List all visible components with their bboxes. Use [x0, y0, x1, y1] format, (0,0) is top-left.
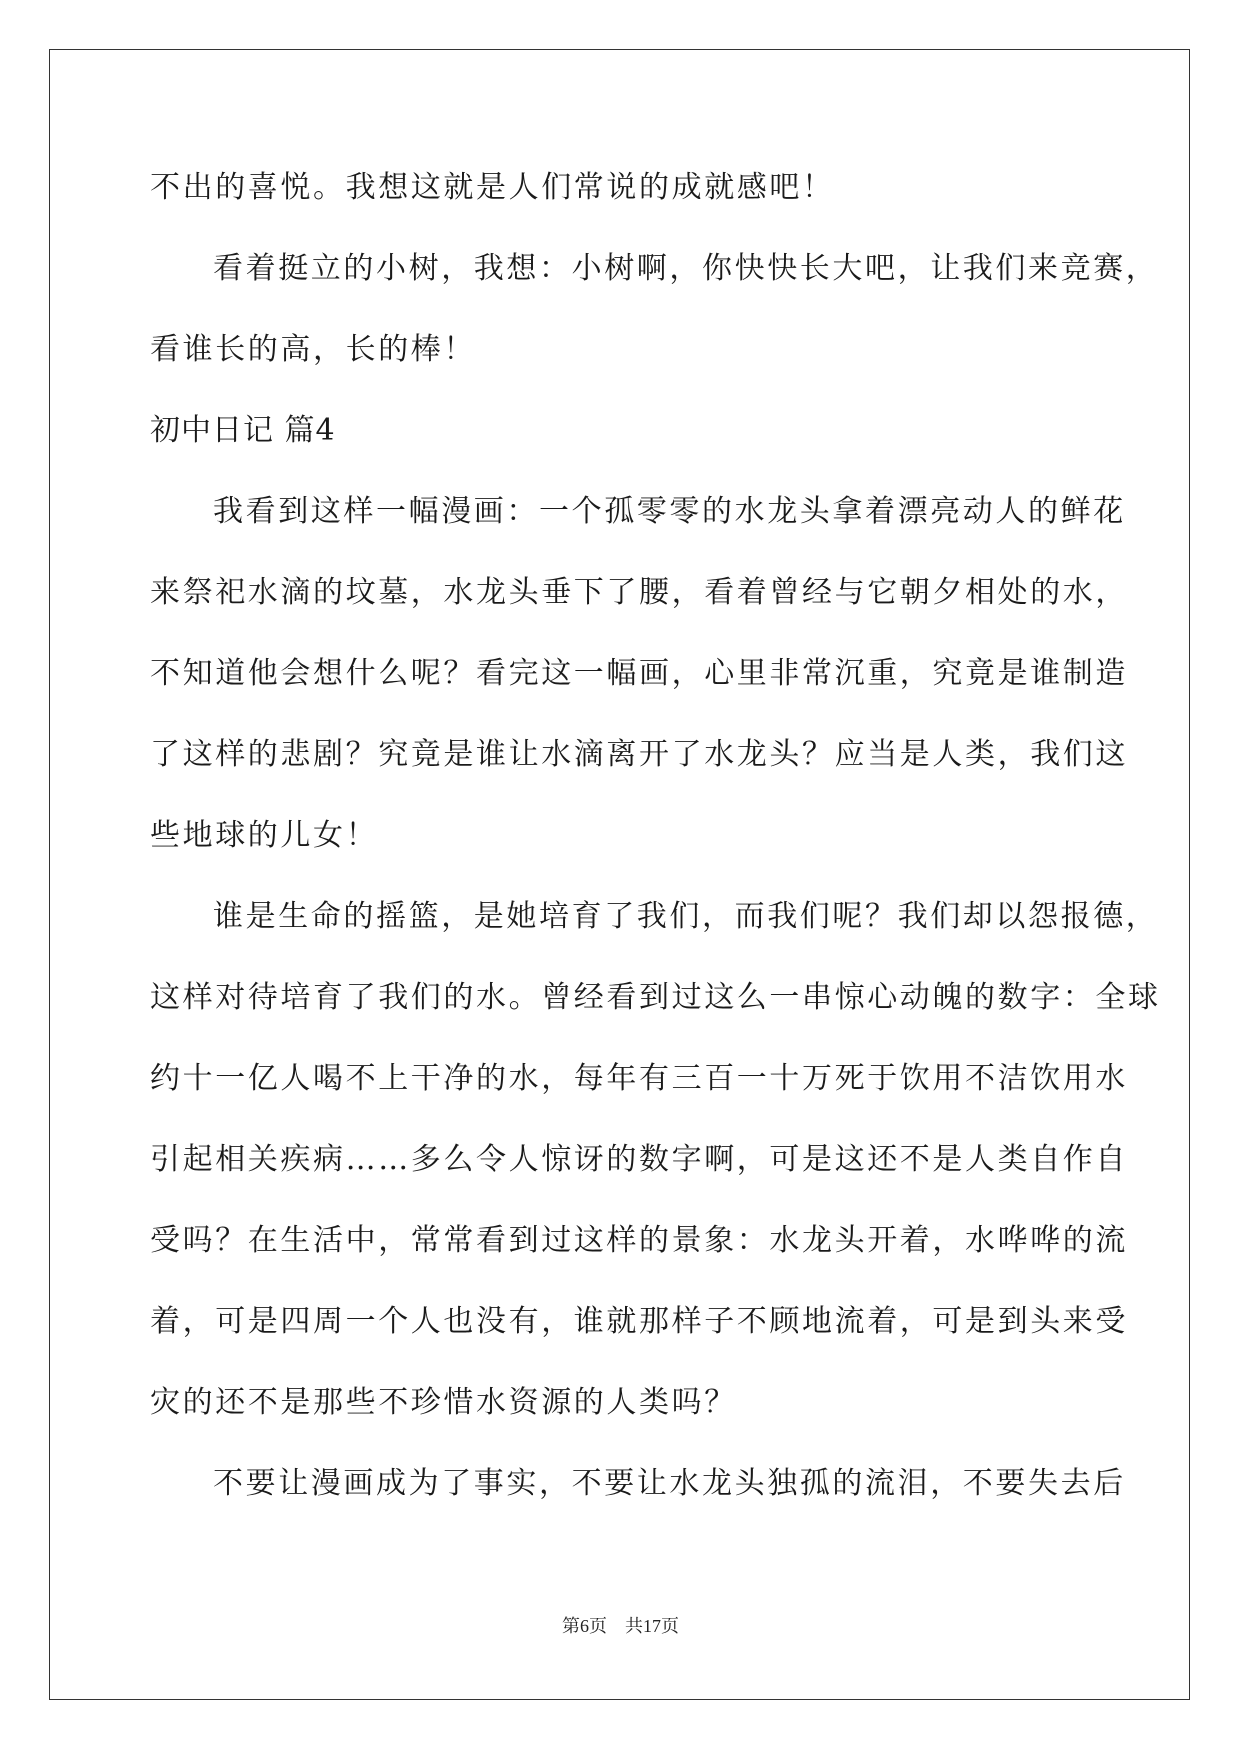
paragraph-line: 不出的喜悦。我想这就是人们常说的成就感吧！	[150, 170, 835, 205]
paragraph-line: 了这样的悲剧？究竟是谁让水滴离开了水龙头？应当是人类，我们这	[150, 737, 1128, 772]
paragraph-line: 谁是生命的摇篮，是她培育了我们，而我们呢？我们却以怨报德，	[213, 899, 1159, 934]
paragraph-line: 来祭祀水滴的坟墓，水龙头垂下了腰，看着曾经与它朝夕相处的水，	[150, 575, 1128, 610]
page-number-current: 第6页	[562, 1616, 607, 1636]
paragraph-line: 受吗？在生活中，常常看到过这样的景象：水龙头开着，水哗哗的流	[150, 1223, 1128, 1258]
page-number-total: 共17页	[625, 1616, 679, 1636]
paragraph-line: 不要让漫画成为了事实，不要让水龙头独孤的流泪，不要失去后	[213, 1466, 1126, 1501]
paragraph-line: 约十一亿人喝不上干净的水，每年有三百一十万死于饮用不洁饮用水	[150, 1061, 1128, 1096]
paragraph-line: 不知道他会想什么呢？看完这一幅画，心里非常沉重，究竟是谁制造	[150, 656, 1128, 691]
paragraph-line: 着，可是四周一个人也没有，谁就那样子不顾地流着，可是到头来受	[150, 1304, 1128, 1339]
paragraph-line: 灾的还不是那些不珍惜水资源的人类吗？	[150, 1385, 737, 1420]
paragraph-line: 我看到这样一幅漫画：一个孤零零的水龙头拿着漂亮动人的鲜花	[213, 494, 1126, 529]
page-footer	[0, 1612, 1241, 1638]
paragraph-line: 看谁长的高，长的棒！	[150, 332, 476, 367]
paragraph-line: 这样对待培育了我们的水。曾经看到过这么一串惊心动魄的数字：全球	[150, 980, 1161, 1015]
document-body	[150, 160, 1161, 1537]
paragraph-line: 看着挺立的小树，我想：小树啊，你快快长大吧，让我们来竞赛，	[213, 251, 1159, 286]
paragraph-line: 些地球的儿女！	[150, 818, 379, 853]
paragraph-line: 引起相关疾病……多么令人惊讶的数字啊，可是这还不是人类自作自	[150, 1142, 1128, 1177]
section-heading: 初中日记 篇4	[150, 413, 336, 448]
